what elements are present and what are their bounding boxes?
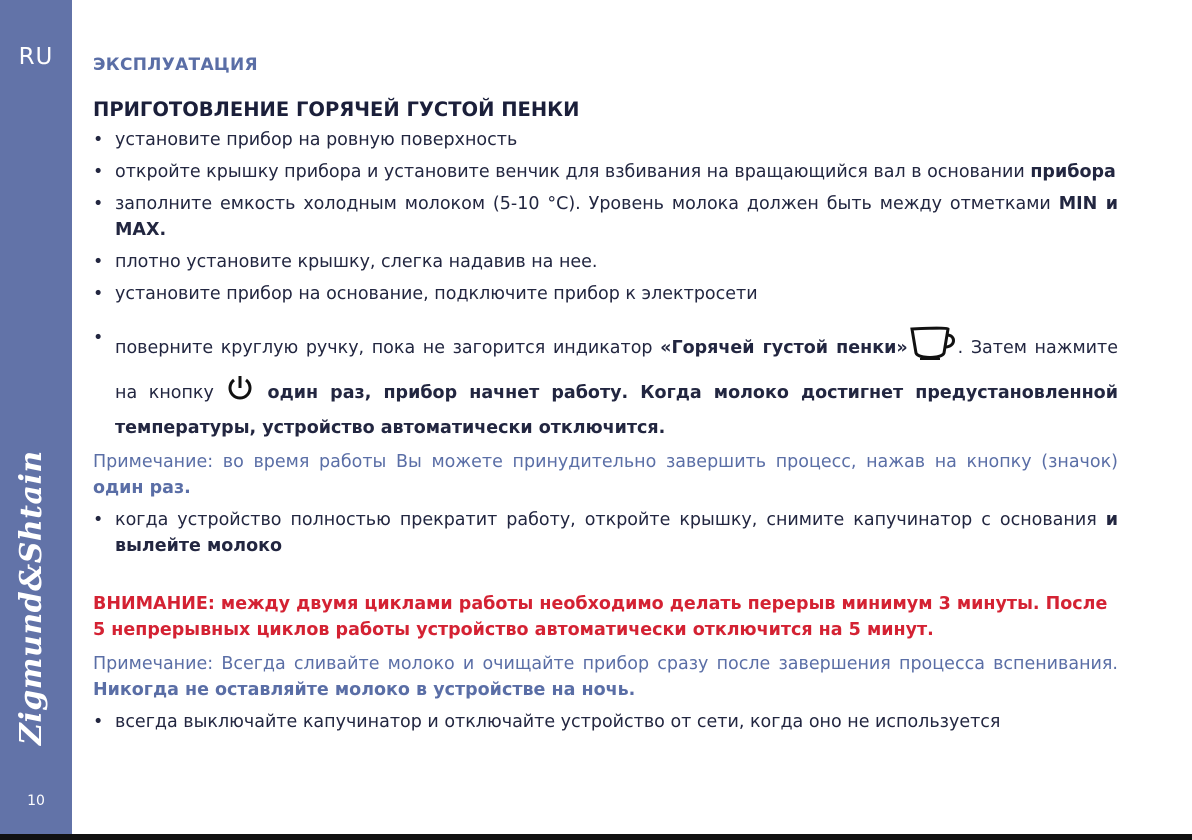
page-content <box>93 55 1118 741</box>
list-item: • когда устройство полностью прекратит работу, откройте крышку, снимите капучинатор с основания и вылейте молоко <box>93 507 1118 559</box>
list-item: • установите прибор на основание, подключите прибор к электросети <box>93 281 1118 307</box>
cup-icon <box>908 323 958 373</box>
language-label: RU <box>18 44 54 70</box>
list-item: • всегда выключайте капучинатор и отключайте устройство от сети, когда оно не используется <box>93 709 1118 735</box>
list-item: • плотно установите крышку, слегка надавив на нее. <box>93 249 1118 275</box>
power-icon <box>225 373 255 413</box>
note: Примечание: во время работы Вы можете принудительно завершить процесс, нажав на кнопку (значок) один раз. <box>93 452 1118 498</box>
page-title: ПРИГОТОВЛЕНИЕ ГОРЯЧЕЙ ГУСТОЙ ПЕНКИ <box>93 98 580 121</box>
sidebar <box>0 0 72 840</box>
list-item: • установите прибор на ровную поверхность <box>93 127 1118 153</box>
page-number: 10 <box>27 793 45 809</box>
spacer <box>93 565 1118 591</box>
note: Примечание: Всегда сливайте молоко и очищайте прибор сразу после завершения процесса вспенивания. Никогда не оставляйте молоко в устройстве на ночь. <box>93 654 1118 700</box>
warning: ВНИМАНИЕ: между двумя циклами работы необходимо делать перерыв минимум 3 минуты. После 5 непрерывных циклов работы устройство автоматически отключится на 5 минут. <box>93 594 1108 640</box>
bottom-border <box>0 834 1192 840</box>
list-item: • поверните круглую ручку, пока не загорится индикатор «Горячей густой пенки» . Затем нажмите на кнопку один раз, прибор начнет работу. Когда молоко достигнет предустановленной температуры, устройство автоматически отключится. <box>93 323 1118 443</box>
list-item: • заполните емкость холодным молоком (5-10 °C). Уровень молока должен быть между отметками MIN и MAX. <box>93 191 1118 243</box>
brand-logo: Zigmund&Shtain <box>14 450 49 745</box>
section-label: ЭКСПЛУАТАЦИЯ <box>93 55 258 75</box>
list-item: • откройте крышку прибора и установите венчик для взбивания на вращающийся вал в основании прибора <box>93 159 1118 185</box>
